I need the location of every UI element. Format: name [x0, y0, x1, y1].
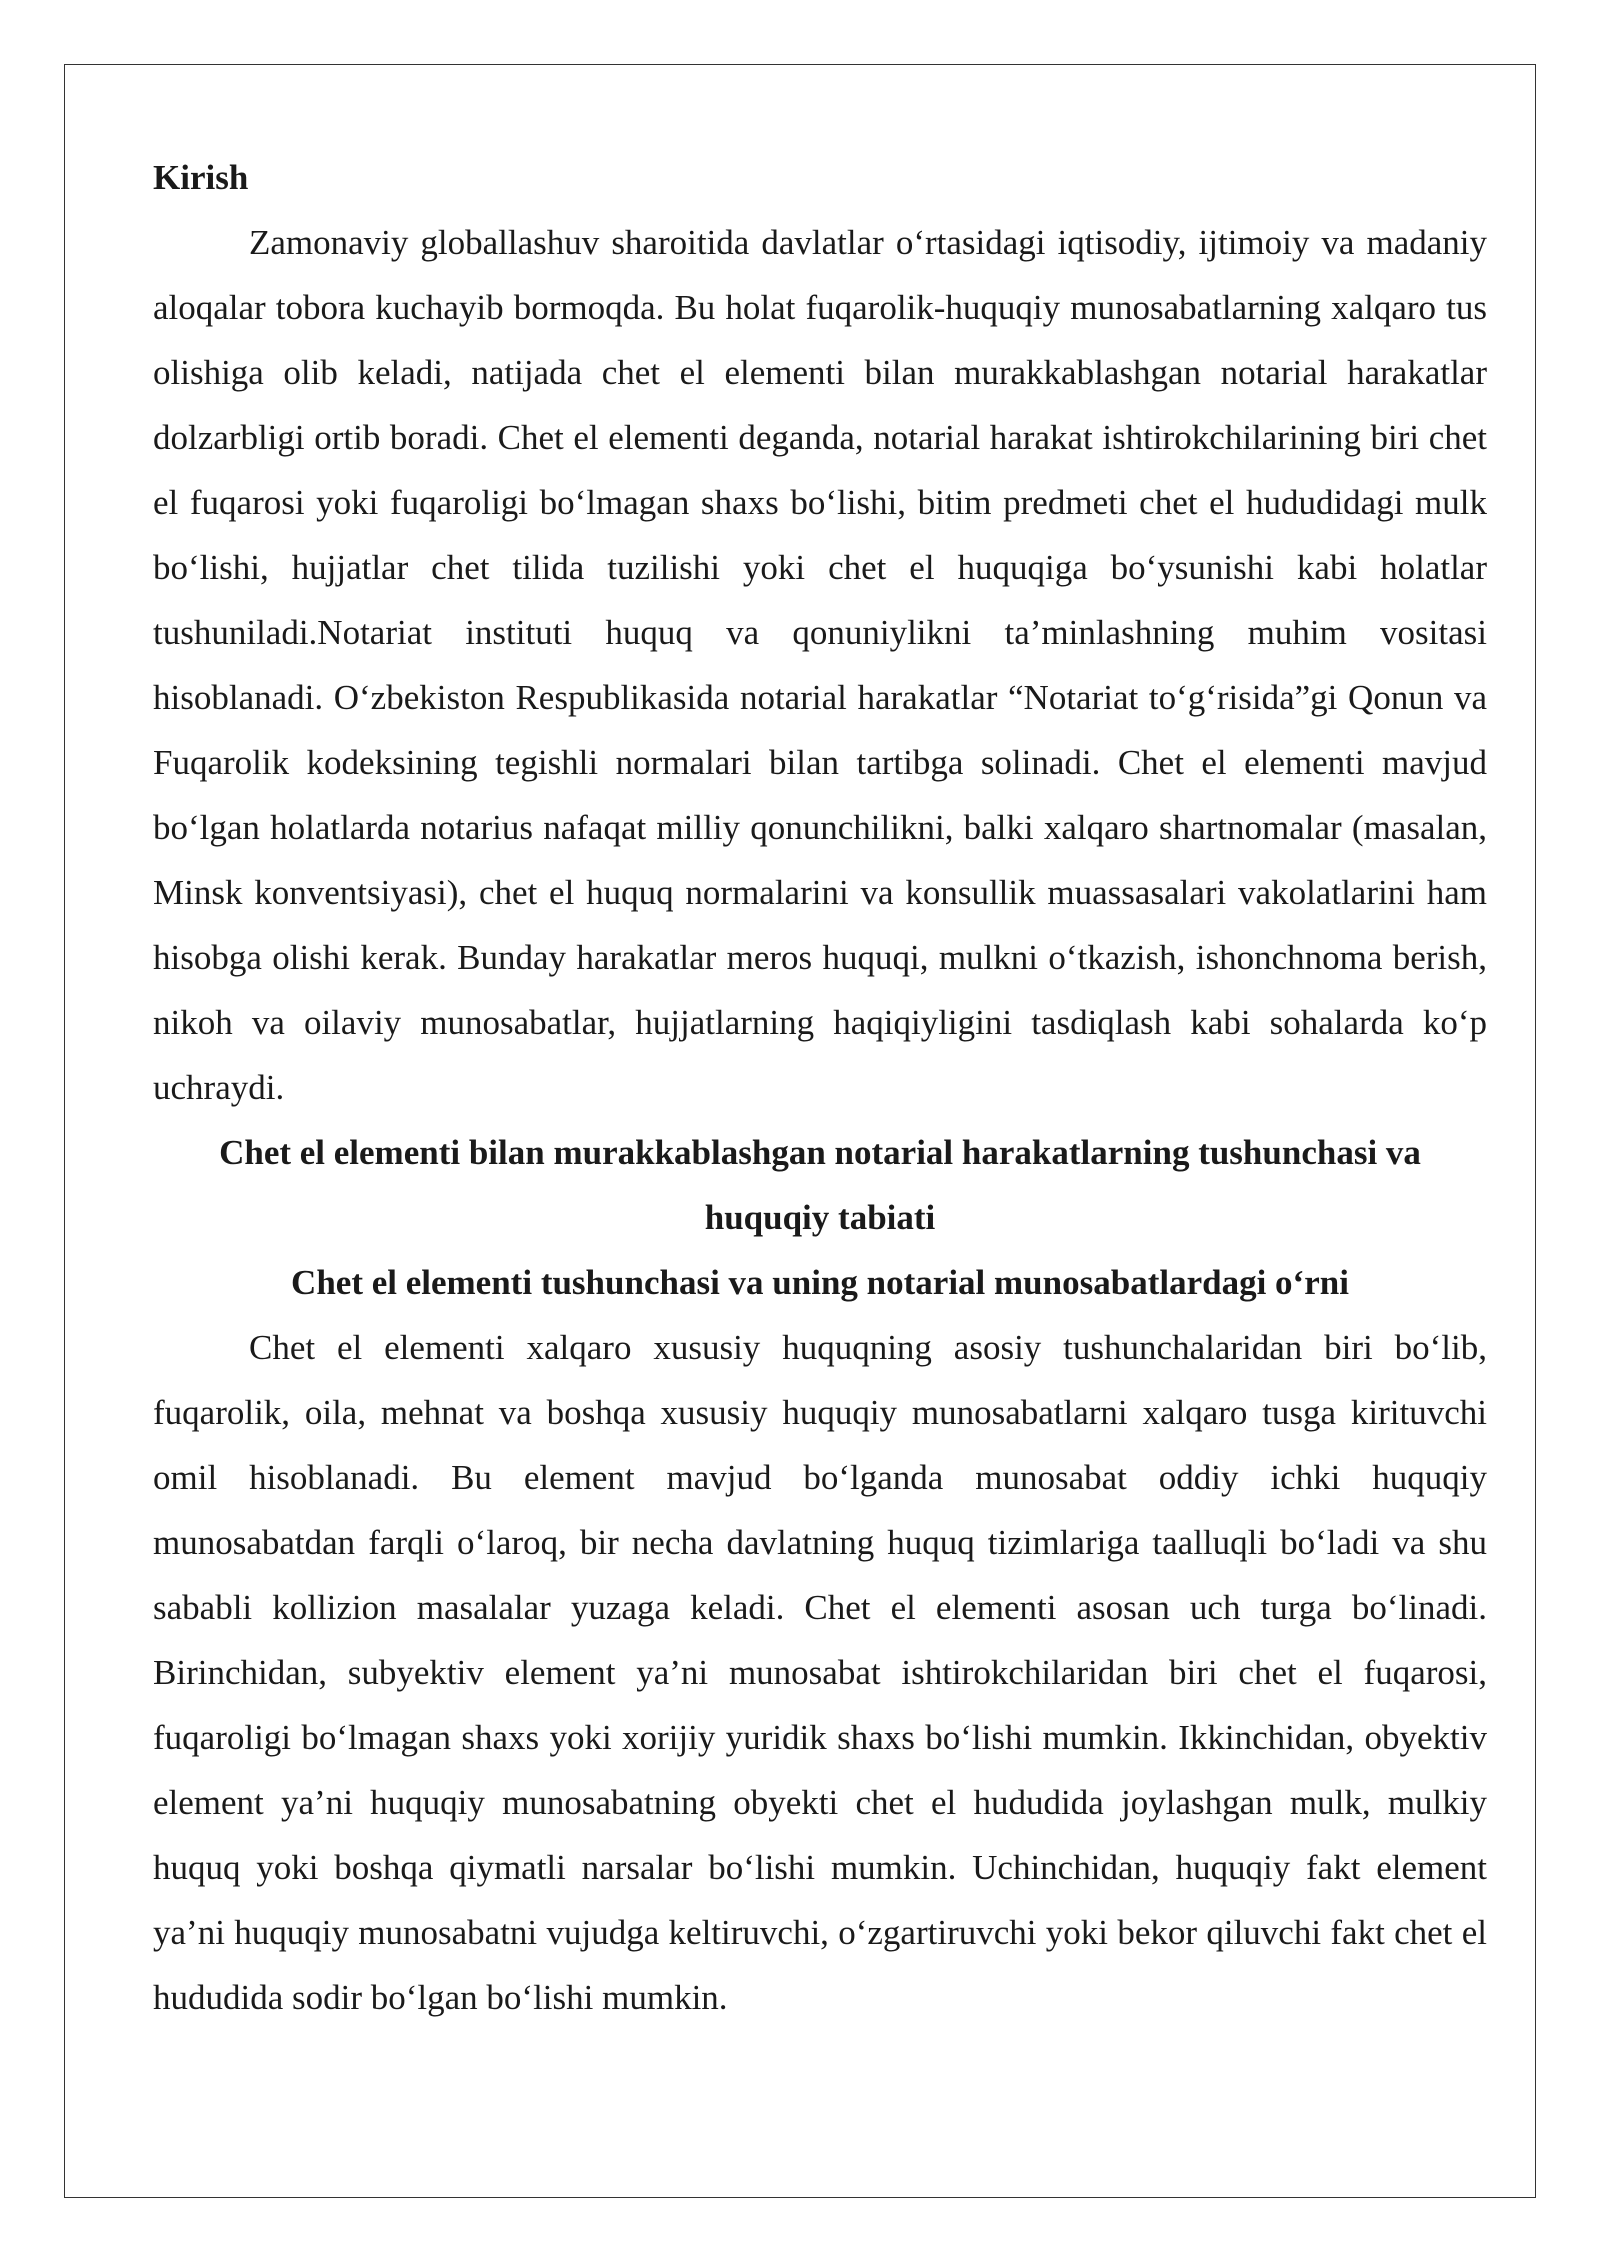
intro-heading: Kirish	[153, 158, 249, 197]
intro-paragraph: Zamonaviy globallashuv sharoitida davlatlar o‘rtasidagi iqtisodiy, ijtimoiy va madaniy aloqalar tobora kuchayib bormoqda. Bu holat fuqarolik-huquqiy munosabatlarning xalqaro tus olishiga olib keladi, natijada chet el elementi bilan murakkablashgan notarial harakatlar dolzarbligi ortib boradi. Chet el elementi deganda, notarial harakat ishtirokchilarining biri chet el fuqarosi yoki fuqaroligi bo‘lmagan shaxs bo‘lishi, bitim predmeti chet el hududidagi mulk bo‘lishi, hujjatlar chet tilida tuzilishi yoki chet el huquqiga bo‘ysunishi kabi holatlar tushuniladi.Notariat instituti huquq va qonuniylikni ta’minlashning muhim vositasi hisoblanadi. O‘zbekiston Respublikasida notarial harakatlar “Notariat to‘g‘risida”gi Qonun va Fuqarolik kodeksining tegishli normalari bilan tartibga solinadi. Chet el elementi mavjud bo‘lgan holatlarda notarius nafaqat milliy qonunchilikni, balki xalqaro shartnomalar (masalan, Minsk konventsiyasi), chet el huquq normalarini va konsullik muassasalari vakolatlarini ham hisobga olishi kerak. Bunday harakatlar meros huquqi, mulkni o‘tkazish, ishonchnoma berish, nikoh va oilaviy munosabatlar, hujjatlarning haqiqiyligini tasdiqlash kabi sohalarda ko‘p uchraydi.	[153, 223, 1487, 1107]
subsection-paragraph: Chet el elementi xalqaro xususiy huquqning asosiy tushunchalaridan biri bo‘lib, fuqarolik, oila, mehnat va boshqa xususiy huquqiy munosabatlarni xalqaro tusga kirituvchi omil hisoblanadi. Bu element mavjud bo‘lganda munosabat oddiy ichki huquqiy munosabatdan farqli o‘laroq, bir necha davlatning huquq tizimlariga taalluqli bo‘ladi va shu sababli kollizion masalalar yuzaga keladi. Chet el elementi asosan uch turga bo‘linadi. Birinchidan, subyektiv element ya’ni munosabat ishtirokchilaridan biri chet el fuqarosi, fuqaroligi bo‘lmagan shaxs yoki xorijiy yuridik shaxs bo‘lishi mumkin. Ikkinchidan, obyektiv element ya’ni huquqiy munosabatning obyekti chet el hududida joylashgan mulk, mulkiy huquq yoki boshqa qiymatli narsalar bo‘lishi mumkin. Uchinchidan, huquqiy fakt element ya’ni huquqiy munosabatni vujudga keltiruvchi, o‘zgartiruvchi yoki bekor qiluvchi fakt chet el hududida sodir bo‘lgan bo‘lishi mumkin.	[153, 1328, 1487, 2017]
section-heading: Chet el elementi bilan murakkablashgan notarial harakatlarning tushunchasi va huquqiy tabiati	[219, 1133, 1421, 1237]
document-body	[153, 145, 1487, 2030]
subsection-heading: Chet el elementi tushunchasi va uning notarial munosabatlardagi o‘rni	[291, 1263, 1349, 1302]
